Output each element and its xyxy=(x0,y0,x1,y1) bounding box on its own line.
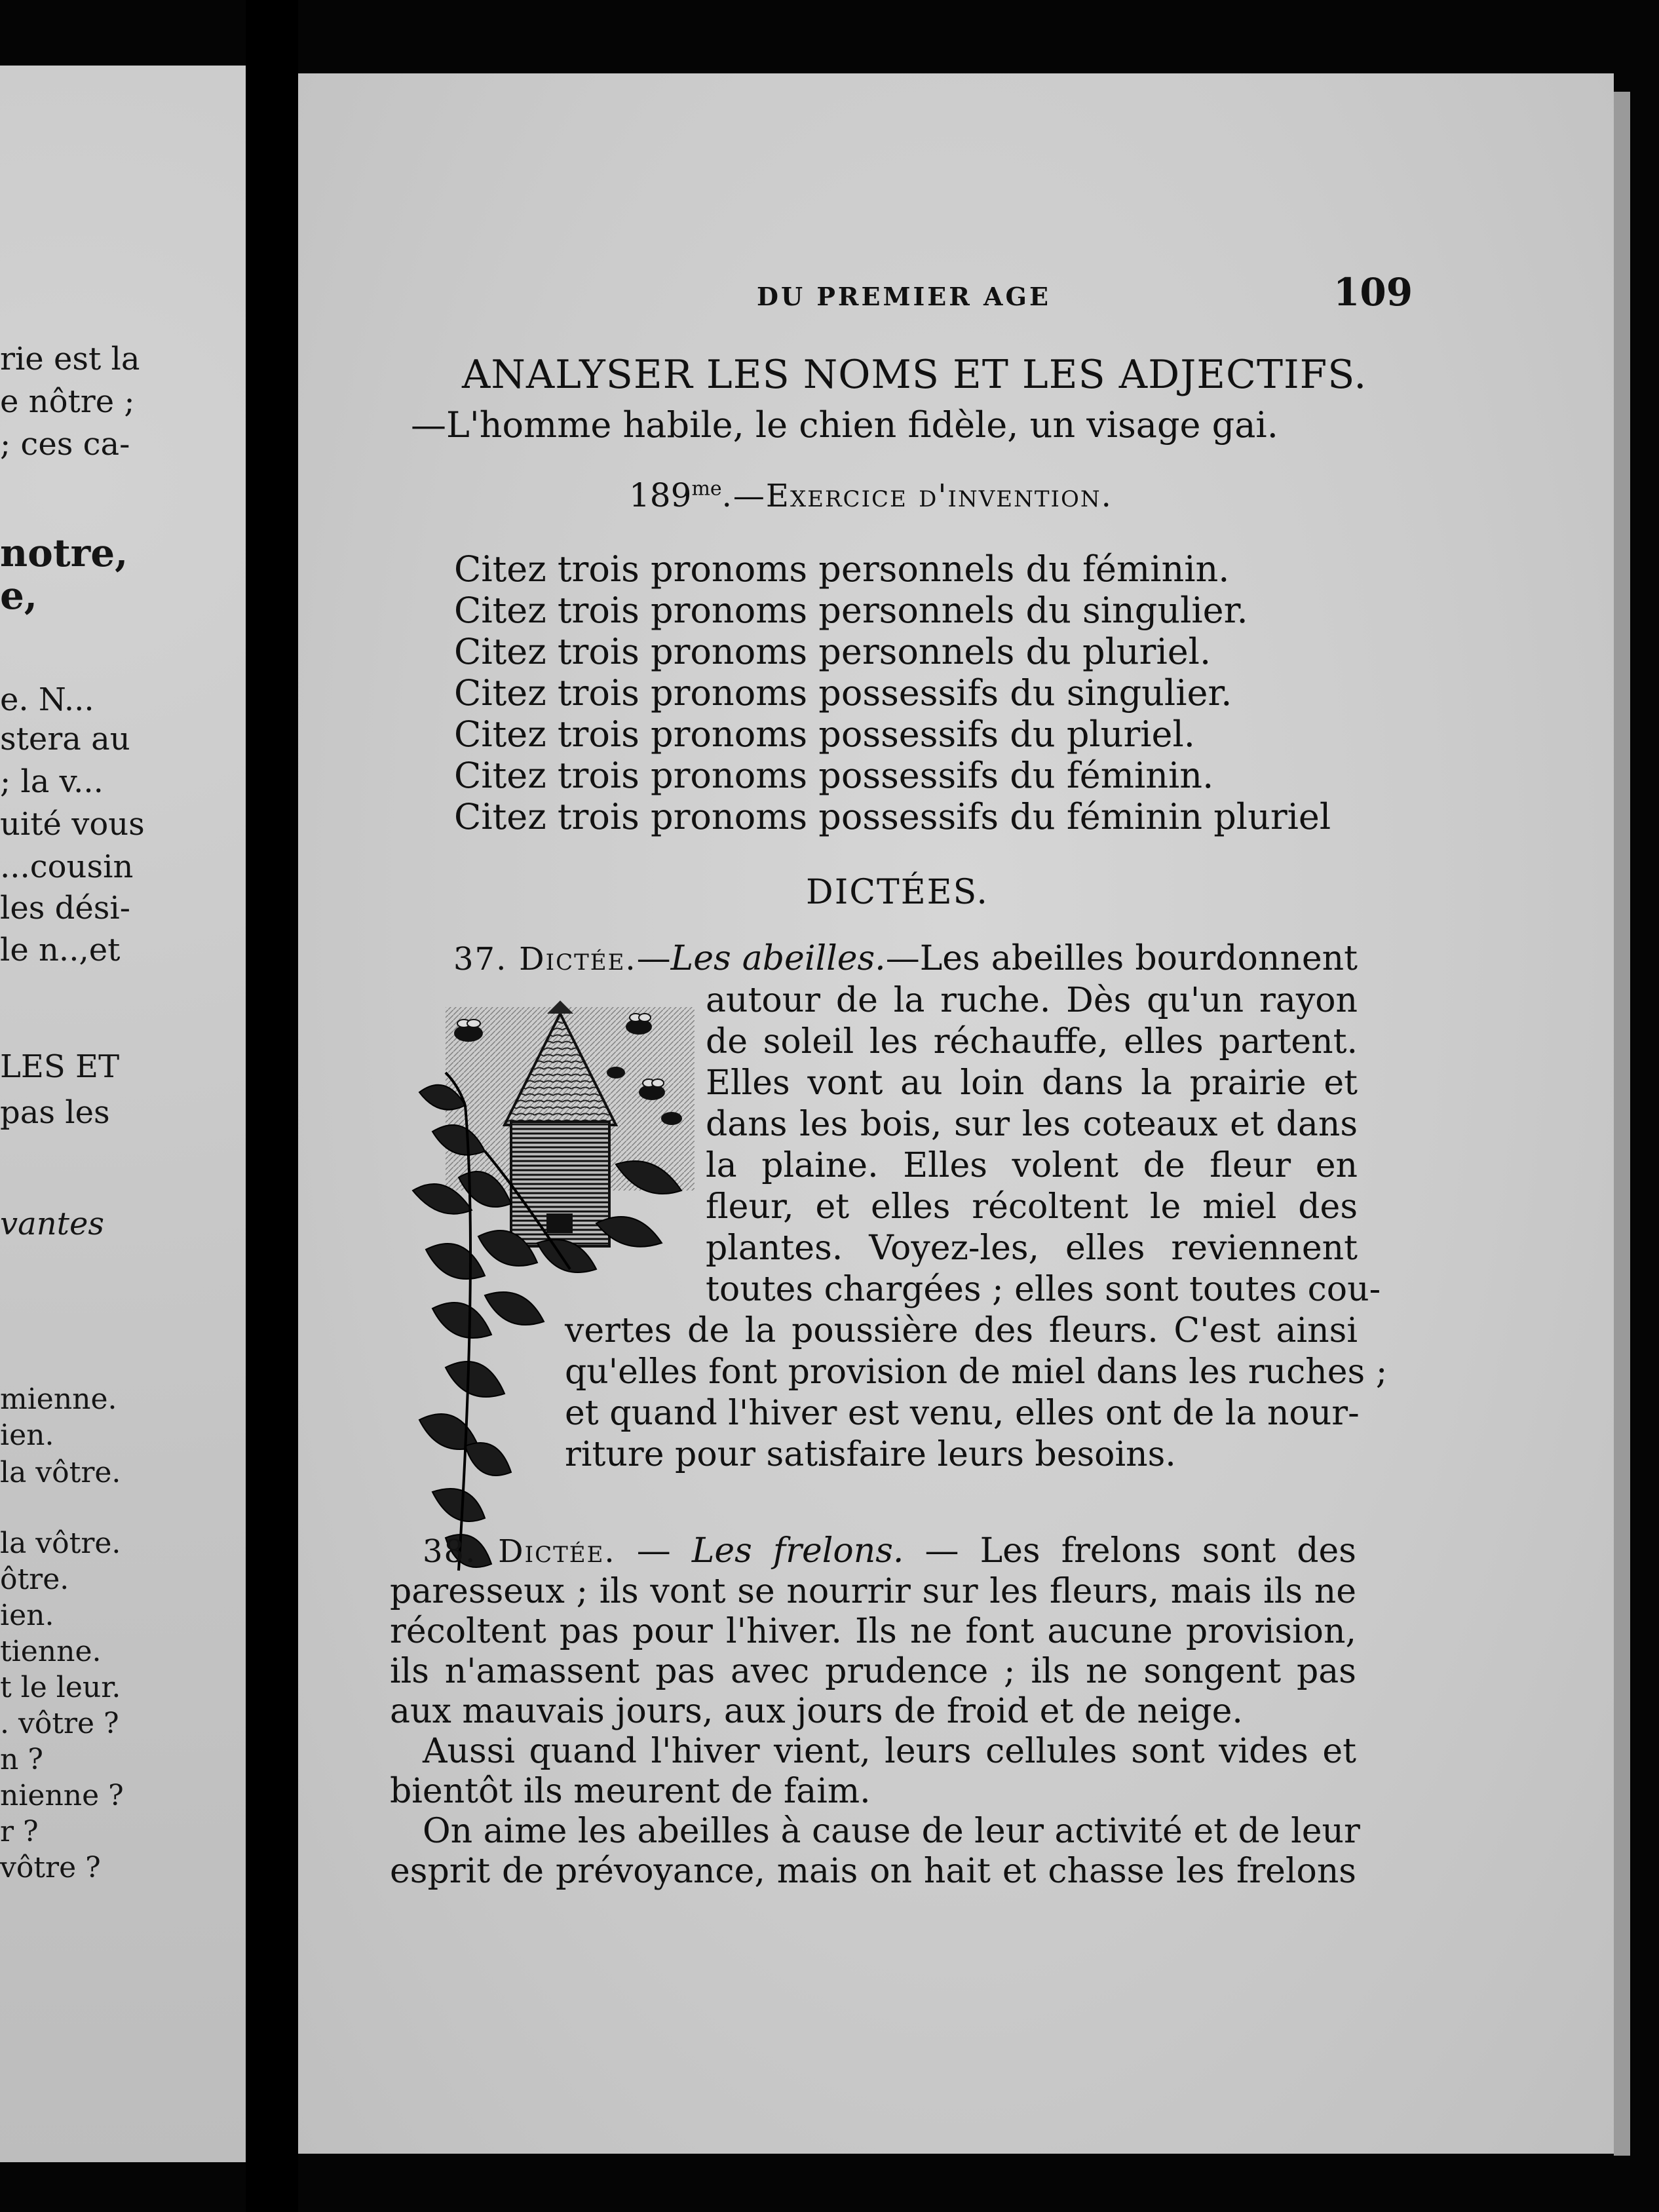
exercise-item: Citez trois pronoms personnels du pluriel. xyxy=(454,631,1211,672)
dictee-38-line: esprit de prévoyance, mais on hait et chasse les frelons xyxy=(390,1852,1356,1891)
book-gutter xyxy=(246,0,298,2212)
left-page-fragment-line: ôtre. xyxy=(0,1563,69,1596)
exercise-title: .—Exercice d'invention. xyxy=(721,478,1113,514)
left-page-fragment-line: vantes xyxy=(0,1206,104,1242)
dictee-38-first-line xyxy=(390,1531,1356,1572)
left-page-fragment-line: ien. xyxy=(0,1419,54,1452)
analyser-example-line: —L'homme habile, le chien fidèle, un visage gai. xyxy=(411,404,1278,446)
running-head: DU PREMIER AGE xyxy=(757,282,1051,311)
dictee-38-line: bientôt ils meurent de faim. xyxy=(390,1772,871,1811)
exercise-item: Citez trois pronoms possessifs du singulier. xyxy=(454,672,1232,714)
dictee-38-label: 38. Dictée. xyxy=(423,1533,616,1570)
dictee-37-line: et quand l'hiver est venu, elles ont de la nour- xyxy=(565,1394,1360,1433)
beehive-illustration xyxy=(406,994,701,1584)
dictee-38-title: Les frelons. xyxy=(691,1531,904,1571)
left-page-fragment-line: . vôtre ? xyxy=(0,1707,119,1740)
dictee-37-dash: — xyxy=(636,939,671,978)
dictee-38-line: récoltent pas pour l'hiver. Ils ne font aucune provision, xyxy=(390,1612,1356,1651)
dictee-37-line: plantes. Voyez-les, elles reviennent xyxy=(706,1229,1358,1268)
left-page-fragment-line: LES ET xyxy=(0,1048,120,1085)
dictee-37-line: la plaine. Elles volent de fleur en xyxy=(706,1146,1358,1185)
left-page-fragment-line: vôtre ? xyxy=(0,1851,101,1884)
left-page-fragment-line: le n..,et xyxy=(0,932,121,968)
dictee-38-first-line-rest: — Les frelons sont des xyxy=(904,1531,1356,1571)
exercise-item: Citez trois pronoms possessifs du pluriel. xyxy=(454,714,1195,755)
page-edge xyxy=(1614,92,1630,2156)
main-page xyxy=(298,73,1614,2154)
dictee-37-line: de soleil les réchauffe, elles partent. xyxy=(706,1022,1358,1061)
left-page-fragment-line: e, xyxy=(0,573,38,618)
dictee-38-line: Aussi quand l'hiver vient, leurs cellules sont vides et xyxy=(423,1732,1356,1771)
page-number: 109 xyxy=(1333,270,1413,315)
exercise-item: Citez trois pronoms possessifs du féminin pluriel xyxy=(454,796,1331,837)
left-page-fragment-line: mienne. xyxy=(0,1382,117,1416)
left-page-fragment-line: uité vous xyxy=(0,806,145,843)
dictee-37-line: toutes chargées ; elles sont toutes cou- xyxy=(706,1270,1381,1309)
dictee-37-title: Les abeilles. xyxy=(670,939,886,978)
exercise-item: Citez trois pronoms personnels du féminin. xyxy=(454,548,1230,590)
left-page-fragment xyxy=(0,66,246,2162)
left-page-fragment-line: rie est la xyxy=(0,341,140,377)
dictee-37-line: fleur, et elles récoltent le miel des xyxy=(706,1187,1358,1227)
left-page-fragment-line: ien. xyxy=(0,1599,54,1632)
dictee-37-line: riture pour satisfaire leurs besoins. xyxy=(565,1435,1176,1474)
left-page-fragment-line: ; ces ca- xyxy=(0,426,130,463)
exercise-number: 189 xyxy=(629,476,692,514)
dictee-37-line: dans les bois, sur les coteaux et dans xyxy=(706,1105,1358,1144)
left-page-fragment-line: n ? xyxy=(0,1743,43,1776)
dictee-37-first-line-rest: —Les abeilles bourdonnent xyxy=(885,939,1358,978)
dictee-37-first-line xyxy=(453,938,1358,980)
left-page-fragment-line: les dési- xyxy=(0,890,130,926)
dictee-37-line: vertes de la poussière des fleurs. C'est ainsi xyxy=(565,1311,1358,1350)
dictee-37-line: autour de la ruche. Dès qu'un rayon xyxy=(706,981,1358,1020)
exercise-item: Citez trois pronoms personnels du singulier. xyxy=(454,590,1248,631)
left-page-fragment-line: la vôtre. xyxy=(0,1456,121,1489)
exercise-item: Citez trois pronoms possessifs du féminin. xyxy=(454,755,1214,796)
dictee-37-line: Elles vont au loin dans la prairie et xyxy=(706,1063,1358,1103)
left-page-fragment-line: ...cousin xyxy=(0,849,134,885)
left-page-fragment-line: e nôtre ; xyxy=(0,383,135,420)
left-page-fragment-line: nienne ? xyxy=(0,1779,124,1812)
dictees-title: DICTÉES. xyxy=(806,873,989,912)
dictee-38 xyxy=(390,1531,1360,1892)
exercise-list xyxy=(454,548,1331,837)
dictee-38-line: ils n'amassent pas avec prudence ; ils ne songent pas xyxy=(390,1652,1356,1691)
dictee-37-label: 37. Dictée. xyxy=(453,941,637,978)
dictee-38-line: aux mauvais jours, aux jours de froid et de neige. xyxy=(390,1692,1243,1731)
left-page-fragment-line: r ? xyxy=(0,1815,39,1848)
left-page-fragment-line: ; la v... xyxy=(0,763,104,800)
exercise-heading xyxy=(629,476,1113,514)
left-page-fragment-line: stera au xyxy=(0,721,130,757)
left-page-fragment-line: e. N... xyxy=(0,681,94,718)
heading-analyser: ANALYSER LES NOMS ET LES ADJECTIFS. xyxy=(462,352,1367,398)
dictee-38-line: On aime les abeilles à cause de leur activité et de leur xyxy=(423,1812,1360,1851)
left-page-fragment-line: la vôtre. xyxy=(0,1527,121,1560)
exercise-number-suffix: me xyxy=(691,477,722,501)
left-page-fragment-line: tienne. xyxy=(0,1635,102,1668)
left-page-fragment-line: pas les xyxy=(0,1094,110,1131)
dictee-38-dash: — xyxy=(615,1531,692,1571)
left-page-fragment-line: notre, xyxy=(0,531,128,575)
dictee-37-line: qu'elles font provision de miel dans les ruches ; xyxy=(565,1352,1388,1392)
left-page-fragment-line: t le leur. xyxy=(0,1671,121,1704)
dictee-38-line: paresseux ; ils vont se nourrir sur les fleurs, mais ils ne xyxy=(390,1572,1356,1611)
